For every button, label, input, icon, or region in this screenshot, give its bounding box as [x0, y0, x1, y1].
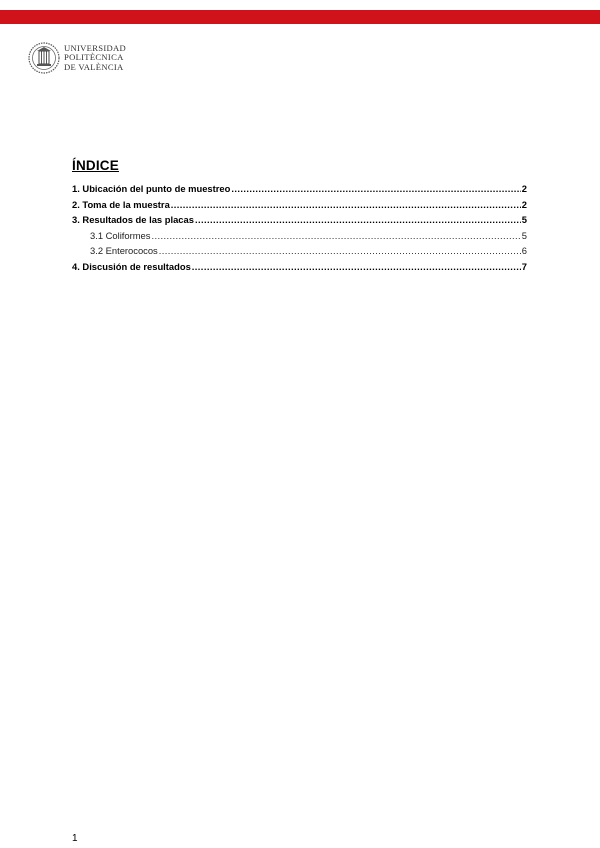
toc-entry-resultados[interactable]: [72, 214, 527, 230]
logo-line-3: DE VALÈNCIA: [64, 61, 124, 72]
toc-entry-coliformes[interactable]: [72, 230, 527, 246]
toc-entry-text: 3.2 Enterococos: [90, 245, 158, 256]
toc-entry-page: 5: [521, 214, 527, 225]
toc-leader-dots: [195, 214, 521, 225]
toc-entry-page: 6: [521, 245, 527, 256]
toc-entry-page: 5: [521, 229, 527, 241]
toc-entry-enterococos[interactable]: [72, 245, 527, 261]
university-seal-icon: [28, 42, 60, 74]
toc-entry-toma[interactable]: [72, 199, 527, 215]
logo-line-1: UNIVERSIDAD: [64, 42, 127, 53]
toc-entry-ubicacion[interactable]: [72, 183, 527, 199]
toc-leader-dots: [159, 245, 521, 256]
toc-title: ÍNDICE: [72, 158, 119, 173]
toc-leader-dots: [151, 230, 520, 241]
toc-entry-text: 1. Ubicación del punto de muestreo: [72, 183, 231, 194]
toc-entry-discusion[interactable]: [72, 261, 527, 277]
logo-line-2: POLITÈCNICA: [64, 52, 124, 63]
toc-leader-dots: [192, 261, 521, 272]
toc-entry-text: 3. Resultados de las placas: [72, 214, 194, 225]
toc-entry-text: 2. Toma de la muestra: [72, 198, 170, 210]
toc-leader-dots: [171, 199, 521, 210]
table-of-contents: [72, 158, 527, 276]
toc-entry-page: 7: [521, 260, 527, 272]
toc-entry-page: 2: [521, 198, 527, 210]
toc-entry-page: 2: [521, 183, 527, 194]
toc-entry-text: 4. Discusión de resultados: [72, 260, 191, 272]
header-accent-bar: [0, 10, 600, 24]
toc-entry-text: 3.1 Coliformes: [90, 229, 151, 241]
toc-leader-dots: [231, 183, 520, 194]
university-logo: [28, 42, 126, 74]
page-number: 1: [72, 833, 78, 844]
university-name: [64, 44, 126, 73]
